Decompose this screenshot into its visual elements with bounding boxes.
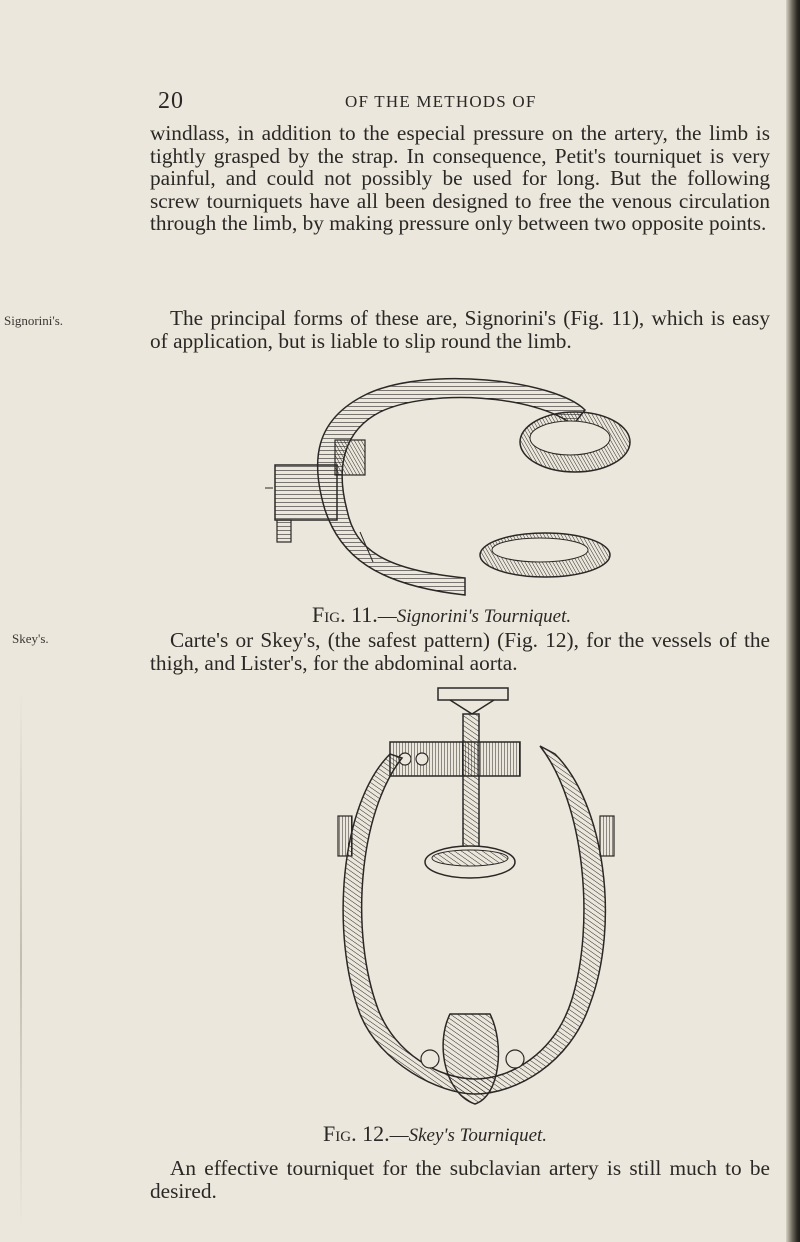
skey-tourniquet-engraving	[300, 684, 640, 1114]
figure-12-label: Fig. 12.	[323, 1121, 390, 1146]
paragraph-text: windlass, in addition to the especial pressure on the artery, the limb is tightly grasped by the strap. In consequence, Petit's tourniquet is very painful, and could not possibly be used for long. But the following screw tourniquets have all been designed to free the venous circulation through the limb, by making pressure only between two opposite points.	[150, 121, 770, 236]
page-header	[0, 88, 800, 118]
figure-12-caption	[323, 1121, 547, 1147]
running-title: OF THE METHODS OF	[345, 92, 537, 111]
figure-11-label: Fig. 11.	[312, 602, 378, 627]
figure-11-caption	[312, 602, 571, 628]
margin-note-skey: Skey's.	[12, 631, 49, 646]
signorini-tourniquet-engraving	[255, 370, 635, 600]
paragraph-skey	[150, 629, 770, 674]
paragraph-windlass	[150, 122, 770, 235]
paragraph-text: An effective tourniquet for the subclavian artery is still much to be desired.	[150, 1156, 770, 1203]
figure-signorini-tourniquet	[255, 370, 635, 600]
paragraph-text: The principal forms of these are, Signorini's (Fig. 11), which is easy of application, but is liable to slip round the limb.	[150, 306, 770, 353]
margin-note-signorini: Signorini's.	[4, 313, 64, 328]
caption-dash: —	[377, 606, 397, 627]
paragraph-subclavian	[150, 1157, 770, 1202]
paragraph-signorini	[150, 307, 770, 352]
figure-11-name: Signorini's Tourniquet.	[396, 606, 572, 627]
figure-12-name: Skey's Tourniquet.	[408, 1125, 548, 1146]
page-number: 20	[158, 88, 184, 114]
page-edge-shadow	[786, 0, 800, 1242]
caption-dash: —	[389, 1125, 409, 1146]
paragraph-text: Carte's or Skey's, (the safest pattern) (Fig. 12), for the vessels of the thigh, and Lister's, for the abdominal aorta.	[150, 628, 770, 675]
figure-skey-tourniquet	[300, 684, 640, 1114]
page-fold-line	[20, 690, 22, 1230]
